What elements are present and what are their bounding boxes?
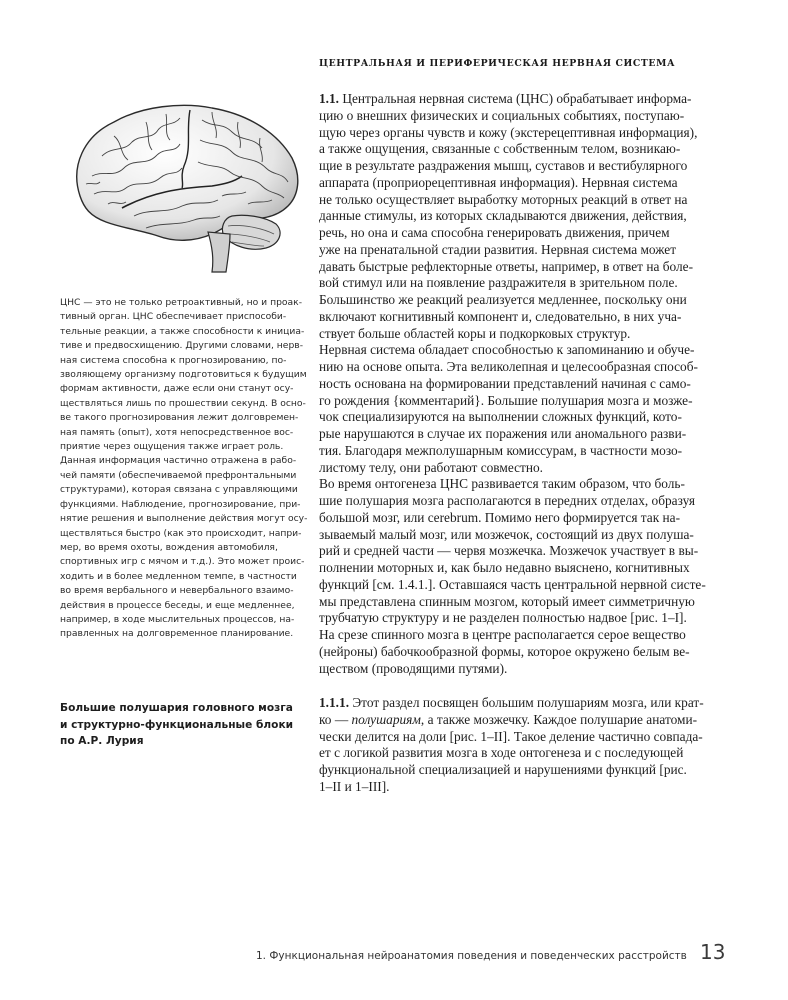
side-note-line: нятие решения и выполнение действия могут осу- [60,513,308,525]
paragraph-1-number: 1.1. [319,91,340,106]
side-note-line: например, в ходе мыслительных процессов, на- [60,613,295,625]
side-note [60,296,308,642]
emphasis-term: полушариям [351,711,421,727]
paragraph-2-first-line [319,695,731,712]
text-line: а также ощущения, связанные с собственным телом, возникаю- [319,141,681,157]
text-line: уже на пренатальной стадии развития. Нервная система может [319,241,677,257]
text-fragment: ко — [319,711,352,727]
text-line: зываемый малый мозг, или мозжечок, состоящий из двух полуша- [319,526,694,542]
text-line: шие полушария мозга располагаются в передних отделах, образуя [319,493,696,508]
text-line: ствует больше областей коры и подкорковых структур. [319,325,631,341]
text-line: речь, но она и сама способна генерировать движения, причем [319,225,670,240]
side-note-line: действия в процессе беседы, и еще медленнее, [60,599,295,611]
text-line: (нейроны) бабочкообразной формы, которое окружено белым ве- [319,643,690,659]
text-line: нию на основе опыта. Эта великолепная и целесообразная способ- [319,359,698,374]
paragraph-1-first-line [319,91,731,108]
text-line: ет с логикой развития мозга в ходе онтогенеза и с последующей [319,745,684,761]
text-line: Во время онтогенеза ЦНС развивается таким образом, что боль- [319,476,685,492]
text-line: щие в результате раздражения мышц, суставов и вестибулярного [319,158,688,173]
text-line: функциональной специализацией и нарушениями функций [рис. [319,762,687,777]
text-line: чок специализируются на выполнении сложных функций, кото- [319,409,682,425]
side-note-line: спортивных игр с мячом и т.д.). Это может проис- [60,556,305,568]
text-line: листому телу, они работают совместно. [319,459,543,475]
text-line: Этот раздел посвящен большим полушариям мозга, или крат- [349,695,704,710]
side-note-line: мер, во время охоты, вождения автомобиля, [60,541,278,553]
text-line: ществом (проводящими путями). [319,660,508,676]
text-line: функций [см. 1.4.1.]. Оставшаяся часть центральной нервной систе- [319,576,706,592]
side-heading-line: и структурно-функциональные блоки [60,718,294,731]
side-note-line: чей памяти (обеспечиваемой префронтальными [60,469,297,481]
side-note-line: Данная информация частично отражена в рабо- [60,455,297,467]
text-line: щую через органы чувств и кожу (экстерецептивная информация), [319,124,698,140]
text-line: трубчатую структуру и не разделен полностью надвое [рис. 1–I]. [319,610,687,626]
text-line: данные стимулы, из которых складываются движения, действия, [319,208,687,224]
paragraph-2 [319,695,731,796]
side-note-line: приятие через ощущения также играет роль. [60,441,284,453]
text-line: Нервная система обладает способностью к запоминанию и обуче- [319,342,695,358]
paragraph-2-second-line [319,712,731,729]
footer-chapter-title: 1. Функциональная нейроанатомия поведения и поведенческих расстройств [256,950,687,962]
brain-illustration-icon [62,96,308,278]
text-line: включают когнитивный компонент и, следовательно, в них уча- [319,308,682,324]
text-line: Большинство же реакций реализуется медленнее, поскольку они [319,292,687,307]
side-heading-line: по А.Р. Лурия [60,735,144,748]
paragraph-2-number: 1.1.1. [319,695,350,710]
side-note-line: во время вербального и невербального взаимо- [60,585,294,597]
text-line: рые нарушаются в случае их поражения или аномального разви- [319,426,687,441]
text-line: мы представлена спинным мозгом, который имеет симметричную [319,593,695,609]
side-note-line: формам активности, даже если они станут осу- [60,383,294,395]
side-heading-line: Большие полушария головного мозга [60,702,293,714]
page-number: 13 [700,940,726,964]
text-line: цию о внешних физических и социальных событиях, поступаю- [319,107,685,123]
section-title: ЦЕНТРАЛЬНАЯ И ПЕРИФЕРИЧЕСКАЯ НЕРВНАЯ СИСТЕМА [319,58,676,69]
paragraph-1 [319,91,731,677]
side-note-line: ходить и в более медленном темпе, в частности [60,570,297,582]
side-note-line: функциями. Наблюдение, прогнозирование, при- [60,498,301,510]
side-note-line: ная память (опыт), хотя непосредственное вос- [60,426,294,438]
text-line: тия. Благодаря межполушарным комиссурам, в частности мозо- [319,442,683,458]
side-note-line: правленных на долговременное планирование. [60,628,294,640]
text-line: 1–II и 1–III]. [319,778,390,794]
text-line: го рождения {комментарий}. Большие полушария мозга и мозже- [319,392,693,408]
side-note-line: тельные реакции, а также способности к инициа- [60,325,305,337]
side-note-line: ЦНС — это не только ретроактивный, но и проак- [60,297,303,308]
side-note-line: ве такого прогнозирования лежит долговремен- [60,412,299,424]
text-line: На срезе спинного мозга в центре располагается серое вещество [319,627,686,642]
side-note-line: структурами), которая связана с управляющими [60,484,298,496]
text-line: Центральная нервная система (ЦНС) обрабатывает информа- [339,91,692,106]
side-note-line: тиве и предвосхищению. Другими словами, нерв- [60,340,304,352]
text-line: чески делится на доли [рис. 1–II]. Такое деление частично совпада- [319,728,703,744]
side-note-line: зволяющему организму подготовиться к будущим [60,369,307,381]
text-line: полнении моторных и, как было недавно выяснено, когнитивных [319,560,690,575]
side-note-line: тивный орган. ЦНС обеспечивает приспособи- [60,311,287,323]
text-line: давать быстрые рефлекторные ответы, например, в ответ на боле- [319,258,694,274]
text-fragment: , а также мозжечку. Каждое полушарие анатоми- [420,711,698,727]
text-line: вой стимул или на появление раздражителя в зрительном поле. [319,275,678,291]
text-line: большой мозг, или cerebrum. Помимо него формируется так на- [319,509,681,525]
text-line: рий и средней части — червя мозжечка. Мозжечок участвует в вы- [319,543,699,559]
side-note-line: ществляться быстро (как это происходит, напри- [60,527,302,539]
text-line: аппарата (проприорецептивная информация). Нервная система [319,174,678,190]
side-heading [60,700,300,750]
side-note-line: ная система способна к прогнозированию, по- [60,354,287,366]
text-line: ность основана на формировании представлений начиная с само- [319,375,691,391]
text-line: не только осуществляет выработку моторных реакций в ответ на [319,191,688,207]
side-note-line: ществляться лишь по прошествии секунд. В осно- [60,397,306,409]
